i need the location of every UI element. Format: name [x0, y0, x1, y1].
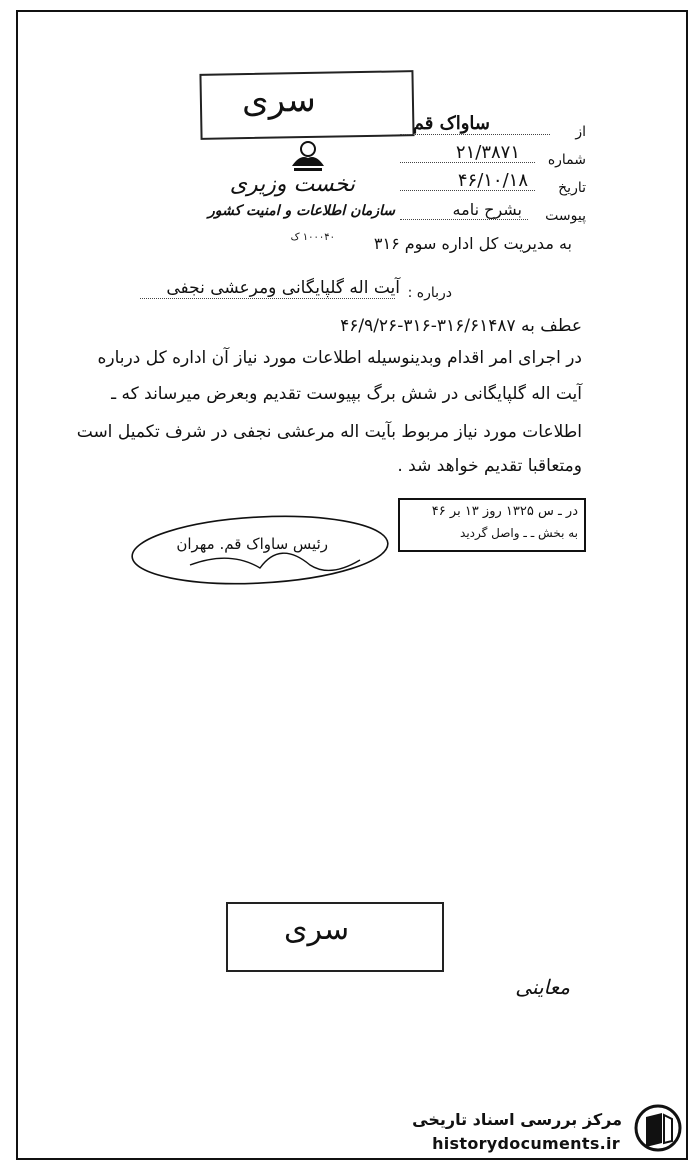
secret-stamp-bottom-text: سری [284, 912, 350, 947]
body-line-3: اطلاعات مورد نیاز مربوط بآیت اله مرعشی نجفی در شرف تکمیل است [76, 422, 582, 442]
body-line-1: در اجرای امر اقدام وبدینوسیله اطلاعات مورد نیاز آن اداره کل درباره [97, 348, 582, 368]
from-label: از [575, 124, 586, 140]
signature-scribble [120, 510, 400, 590]
body-line-2: آیت اله گلپایگانی در شش برگ بپیوست تقدیم وبعرض میرساند که ـ [111, 384, 582, 404]
emblem-title: نخست وزیری [229, 172, 355, 197]
secret-stamp-top-text: سری [241, 79, 317, 122]
footer-title: مرکز بررسی اسناد تاریخی [412, 1110, 622, 1129]
received-stamp-line-2: به بخش ـ ـ واصل گردید [460, 526, 578, 540]
to-line: به مدیریت کل اداره سوم ۳۱۶ [373, 234, 572, 253]
emblem-org: سازمان اطلاعات و امنیت کشور [208, 203, 395, 219]
archive-logo-icon [632, 1103, 684, 1153]
secret-stamp-bottom [226, 902, 444, 972]
emblem-code: ۱۰۰۰۴۰ ک [290, 232, 335, 243]
from-value: ساواک قم [412, 113, 490, 134]
attachment-value: بشرح نامه [452, 200, 522, 219]
footer-site[interactable]: historydocuments.ir [432, 1134, 620, 1153]
secret-stamp-top [199, 70, 414, 140]
date-label: تاریخ [558, 180, 586, 196]
received-stamp-line-1: در ـ س ۱۳۲۵ روز ۱۳ بر ۴۶ [431, 504, 578, 519]
number-value: ۲۱/۳۸۷۱ [455, 142, 520, 163]
reference-line: عطف به ۳۱۶/۶۱۴۸۷-۳۱۶-۴۶/۹/۲۶ [340, 316, 582, 336]
subject-label: درباره : [407, 285, 452, 301]
margin-note: معاینی [515, 975, 570, 999]
lion-and-sun-emblem-icon [286, 138, 330, 174]
attachment-label: پیوست [545, 208, 586, 224]
body-line-4: ومتعاقبا تقدیم خواهد شد . [397, 456, 582, 476]
subject-value: آیت اله گلپایگانی ومرعشی نجفی [166, 278, 400, 298]
received-stamp [398, 498, 586, 552]
date-value: ۴۶/۱۰/۱۸ [457, 170, 528, 191]
number-label: شماره [547, 152, 586, 168]
signature-text: رئیس ساواک قم. مهران [176, 535, 328, 553]
